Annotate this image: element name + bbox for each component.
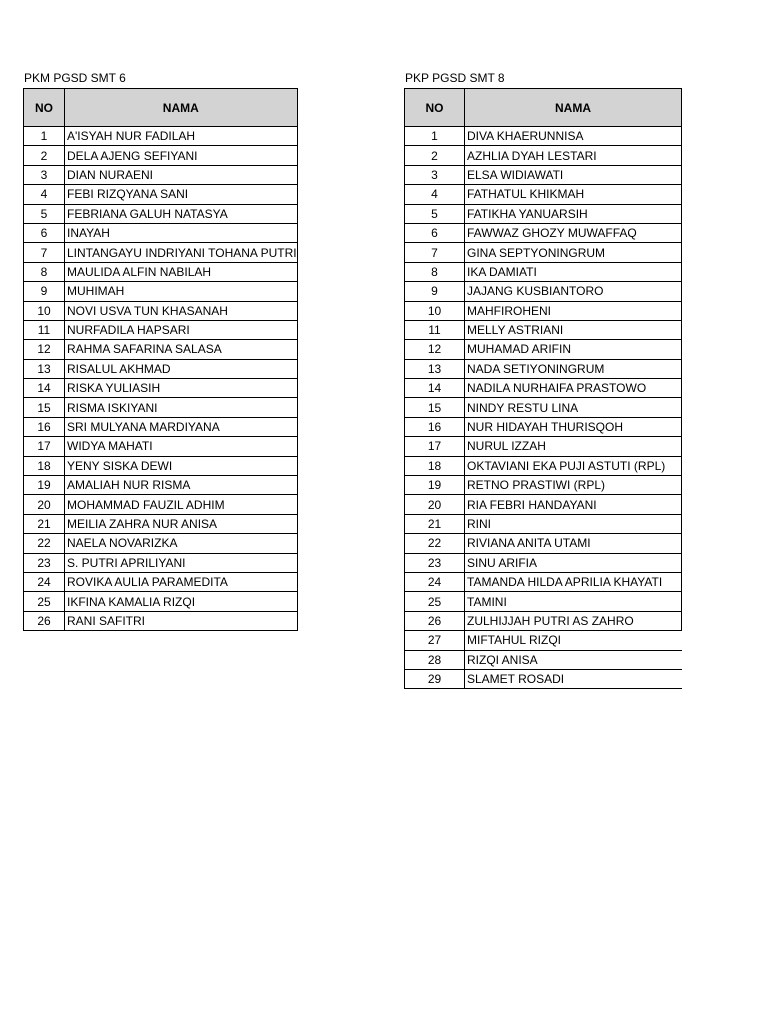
row-number: 13 [405, 359, 465, 378]
table-row [405, 185, 682, 204]
row-number: 17 [405, 437, 465, 456]
table-row [405, 553, 682, 572]
row-number: 18 [24, 456, 65, 475]
table-row [24, 320, 298, 339]
student-name: AZHLIA DYAH LESTARI [465, 146, 682, 165]
student-name: NURUL IZZAH [465, 437, 682, 456]
row-number: 6 [405, 223, 465, 242]
student-name: SRI MULYANA MARDIYANA [65, 417, 298, 436]
row-number: 20 [405, 495, 465, 514]
student-name: MUHAMAD ARIFIN [465, 340, 682, 359]
pkp-table-body [405, 127, 682, 689]
student-name: RAHMA SAFARINA SALASA [65, 340, 298, 359]
table-row [405, 320, 682, 339]
pkm-list-block [23, 71, 298, 631]
row-number: 23 [405, 553, 465, 572]
row-number: 21 [405, 514, 465, 533]
table-row [24, 185, 298, 204]
student-name: INAYAH [65, 223, 298, 242]
row-number: 7 [24, 243, 65, 262]
table-row [24, 495, 298, 514]
row-number: 8 [24, 262, 65, 281]
row-number: 20 [24, 495, 65, 514]
table-row [405, 301, 682, 320]
student-name: SLAMET ROSADI [465, 669, 682, 688]
table-row [405, 379, 682, 398]
pkm-student-table [23, 88, 298, 631]
table-row [405, 669, 682, 688]
row-number: 11 [24, 320, 65, 339]
student-name: ELSA WIDIAWATI [465, 165, 682, 184]
table-row [405, 572, 682, 591]
row-number: 24 [405, 572, 465, 591]
row-number: 3 [405, 165, 465, 184]
table-row [24, 437, 298, 456]
table-header-row [24, 89, 298, 127]
student-name: NAELA NOVARIZKA [65, 534, 298, 553]
student-name: RIA FEBRI HANDAYANI [465, 495, 682, 514]
row-number: 5 [24, 204, 65, 223]
table-row [24, 165, 298, 184]
table-row [24, 456, 298, 475]
student-name: RISALUL AKHMAD [65, 359, 298, 378]
table-row [24, 417, 298, 436]
pkm-table-body [24, 127, 298, 631]
table-row [24, 398, 298, 417]
table-row [24, 243, 298, 262]
student-name: FATIKHA YANUARSIH [465, 204, 682, 223]
student-name: DELA AJENG SEFIYANI [65, 146, 298, 165]
table-row [24, 204, 298, 223]
table-row [24, 127, 298, 146]
table-row [405, 437, 682, 456]
row-number: 9 [405, 282, 465, 301]
table-row [24, 572, 298, 591]
row-number: 6 [24, 223, 65, 242]
student-name: FATHATUL KHIKMAH [465, 185, 682, 204]
table-row [405, 611, 682, 630]
table-row [405, 495, 682, 514]
row-number: 1 [24, 127, 65, 146]
row-number: 15 [24, 398, 65, 417]
row-number: 25 [405, 592, 465, 611]
column-header-name: NAMA [65, 89, 298, 127]
pkm-list-title: PKM PGSD SMT 6 [24, 71, 126, 85]
student-name: MEILIA ZAHRA NUR ANISA [65, 514, 298, 533]
student-name: IKFINA KAMALIA RIZQI [65, 592, 298, 611]
row-number: 26 [405, 611, 465, 630]
table-row [405, 650, 682, 669]
student-name: AMALIAH NUR RISMA [65, 476, 298, 495]
table-row [24, 534, 298, 553]
student-name: FEBI RIZQYANA SANI [65, 185, 298, 204]
table-row [405, 514, 682, 533]
table-row [405, 165, 682, 184]
student-name: JAJANG KUSBIANTORO [465, 282, 682, 301]
student-name: TAMINI [465, 592, 682, 611]
row-number: 19 [405, 476, 465, 495]
student-name: A'ISYAH NUR FADILAH [65, 127, 298, 146]
row-number: 14 [405, 379, 465, 398]
table-row [24, 282, 298, 301]
row-number: 16 [24, 417, 65, 436]
table-row [24, 359, 298, 378]
table-row [405, 262, 682, 281]
student-name: DIVA KHAERUNNISA [465, 127, 682, 146]
table-row [24, 379, 298, 398]
student-name: RIVIANA ANITA UTAMI [465, 534, 682, 553]
row-number: 19 [24, 476, 65, 495]
row-number: 25 [24, 592, 65, 611]
student-name: FEBRIANA GALUH NATASYA [65, 204, 298, 223]
table-row [24, 340, 298, 359]
table-row [405, 592, 682, 611]
table-row [24, 592, 298, 611]
table-row [405, 534, 682, 553]
student-name: NUR HIDAYAH THURISQOH [465, 417, 682, 436]
student-name: MELLY ASTRIANI [465, 320, 682, 339]
student-name: WIDYA MAHATI [65, 437, 298, 456]
student-name: NADA SETIYONINGRUM [465, 359, 682, 378]
column-header-no: NO [24, 89, 65, 127]
table-row [24, 611, 298, 630]
row-number: 9 [24, 282, 65, 301]
pkp-list-title: PKP PGSD SMT 8 [405, 71, 505, 85]
row-number: 12 [24, 340, 65, 359]
row-number: 29 [405, 669, 465, 688]
row-number: 23 [24, 553, 65, 572]
row-number: 24 [24, 572, 65, 591]
student-name: ZULHIJJAH PUTRI AS ZAHRO [465, 611, 682, 630]
table-row [405, 417, 682, 436]
row-number: 7 [405, 243, 465, 262]
row-number: 2 [405, 146, 465, 165]
table-row [405, 243, 682, 262]
student-name: RINI [465, 514, 682, 533]
row-number: 15 [405, 398, 465, 417]
table-row [24, 514, 298, 533]
row-number: 4 [405, 185, 465, 204]
student-name: RETNO PRASTIWI (RPL) [465, 476, 682, 495]
student-name: NADILA NURHAIFA PRASTOWO [465, 379, 682, 398]
table-row [405, 146, 682, 165]
row-number: 2 [24, 146, 65, 165]
row-number: 4 [24, 185, 65, 204]
row-number: 10 [405, 301, 465, 320]
table-row [24, 476, 298, 495]
student-name: YENY SISKA DEWI [65, 456, 298, 475]
student-name: MAHFIROHENI [465, 301, 682, 320]
row-number: 22 [405, 534, 465, 553]
row-number: 3 [24, 165, 65, 184]
table-row [24, 301, 298, 320]
row-number: 28 [405, 650, 465, 669]
row-number: 1 [405, 127, 465, 146]
row-number: 27 [405, 631, 465, 650]
student-name: NINDY RESTU LINA [465, 398, 682, 417]
student-name: GINA SEPTYONINGRUM [465, 243, 682, 262]
student-name: MIFTAHUL RIZQI [465, 631, 682, 650]
student-name: SINU ARIFIA [465, 553, 682, 572]
student-name: RIZQI ANISA [465, 650, 682, 669]
table-row [405, 204, 682, 223]
row-number: 10 [24, 301, 65, 320]
row-number: 12 [405, 340, 465, 359]
row-number: 14 [24, 379, 65, 398]
student-name: MAULIDA ALFIN NABILAH [65, 262, 298, 281]
table-row [24, 146, 298, 165]
table-row [405, 398, 682, 417]
table-row [405, 223, 682, 242]
row-number: 18 [405, 456, 465, 475]
table-row [405, 359, 682, 378]
row-number: 26 [24, 611, 65, 630]
student-name: ROVIKA AULIA PARAMEDITA [65, 572, 298, 591]
row-number: 21 [24, 514, 65, 533]
table-row [405, 631, 682, 650]
row-number: 11 [405, 320, 465, 339]
student-name: NOVI USVA TUN KHASANAH [65, 301, 298, 320]
column-header-name: NAMA [465, 89, 682, 127]
table-row [24, 553, 298, 572]
student-name: MOHAMMAD FAUZIL ADHIM [65, 495, 298, 514]
table-row [24, 262, 298, 281]
student-name: RANI SAFITRI [65, 611, 298, 630]
table-row [405, 340, 682, 359]
student-name: LINTANGAYU INDRIYANI TOHANA PUTRI [65, 243, 298, 262]
row-number: 13 [24, 359, 65, 378]
student-name: IKA DAMIATI [465, 262, 682, 281]
student-name: DIAN NURAENI [65, 165, 298, 184]
row-number: 5 [405, 204, 465, 223]
student-name: OKTAVIANI EKA PUJI ASTUTI (RPL) [465, 456, 682, 475]
student-name: RISKA YULIASIH [65, 379, 298, 398]
student-name: NURFADILA HAPSARI [65, 320, 298, 339]
table-header-row [405, 89, 682, 127]
student-name: RISMA ISKIYANI [65, 398, 298, 417]
row-number: 16 [405, 417, 465, 436]
table-row [405, 127, 682, 146]
table-row [405, 456, 682, 475]
table-row [405, 476, 682, 495]
student-name: MUHIMAH [65, 282, 298, 301]
table-row [405, 282, 682, 301]
row-number: 22 [24, 534, 65, 553]
table-row [24, 223, 298, 242]
row-number: 17 [24, 437, 65, 456]
pkp-student-table [404, 88, 682, 689]
column-header-no: NO [405, 89, 465, 127]
pkp-list-block [404, 71, 682, 689]
row-number: 8 [405, 262, 465, 281]
student-name: FAWWAZ GHOZY MUWAFFAQ [465, 223, 682, 242]
student-name: TAMANDA HILDA APRILIA KHAYATI [465, 572, 682, 591]
student-name: S. PUTRI APRILIYANI [65, 553, 298, 572]
